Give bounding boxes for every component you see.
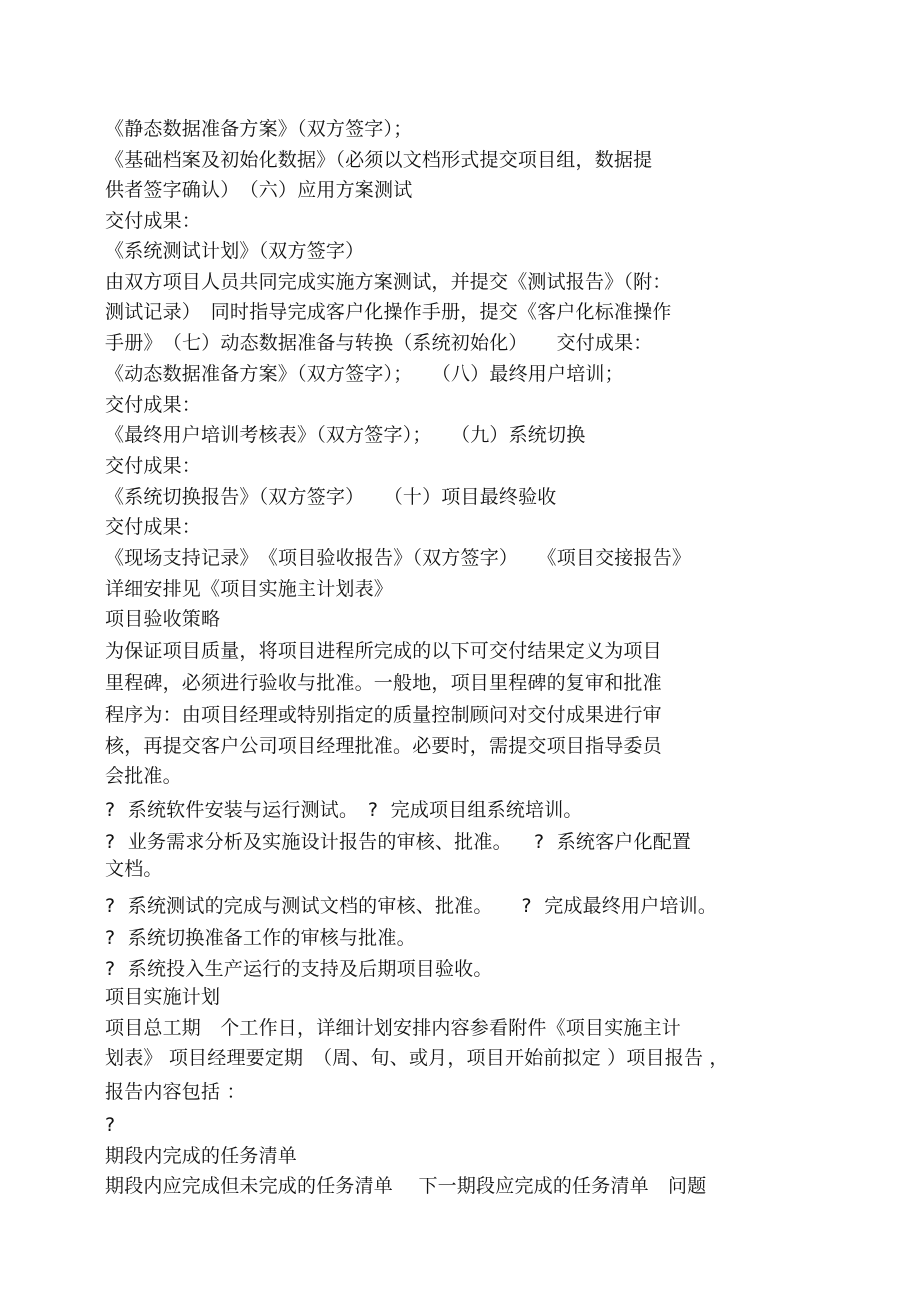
list-item: ? 系统软件安装与运行测试。 ? 完成项目组系统培训。 — [105, 799, 583, 821]
text-line: 《系统测试计划》（双方签字） — [105, 240, 365, 262]
text-line: 详细安排见《项目实施主计划表》 — [105, 578, 394, 600]
text-line: 核，再提交客户公司项目经理批准。必要时，需提交项目指导委员 — [105, 735, 662, 757]
text-line: 手册》 （七）动态数据准备与转换（系统初始化） 交付成果： — [105, 332, 653, 354]
text-line: 为保证项目质量，将项目进程所完成的以下可交付结果定义为项目 — [105, 640, 662, 662]
text-line: ? — [105, 1114, 116, 1136]
text-line: 文档。 — [105, 858, 163, 880]
list-item: ? 系统投入生产运行的支持及后期项目验收。 — [105, 958, 493, 980]
text-line: 供者签字确认） （六）应用方案测试 — [105, 179, 413, 201]
list-item: ? 系统测试的完成与测试文档的审核、批准。 ? 完成最终用户培训。 — [105, 895, 718, 917]
section-heading: 项目验收策略 — [105, 608, 221, 630]
text-line: 交付成果： — [105, 210, 202, 232]
text-line: 报告内容包括 ： — [105, 1081, 246, 1103]
text-line: 《系统切换报告》（双方签字） （十）项目最终验收 — [105, 486, 557, 508]
text-line: 《动态数据准备方案》（双方签字）； （八）最终用户培训； — [105, 363, 624, 385]
text-line: 交付成果： — [105, 455, 202, 477]
text-line: 交付成果： — [105, 394, 202, 416]
section-heading: 项目实施计划 — [105, 986, 221, 1008]
text-line: 《现场支持记录》 《项目验收报告》（双方签字） 《项目交接报告》 — [105, 547, 692, 569]
list-item: ? 业务需求分析及实施设计报告的审核、批准。 ? 系统客户化配置 — [105, 831, 692, 853]
text-line: 交付成果： — [105, 516, 202, 538]
text-line: 项目总工期 个工作日，详细计划安排内容参看附件《项目实施主计 — [105, 1017, 682, 1039]
text-line: 由双方项目人员共同完成实施方案测试，并提交《测试报告》（附： — [105, 271, 672, 293]
text-line: 程序为：由项目经理或特别指定的质量控制顾问对交付成果进行审 — [105, 704, 662, 726]
text-line: 期段内完成的任务清单 — [105, 1145, 298, 1167]
text-line: 《基础档案及初始化数据》（必须以文档形式提交项目组，数据提 — [105, 149, 653, 171]
text-line: 划表》 项目经理要定期 （周、旬、或月，项目开始前拟定 ）项目报告 ， — [105, 1047, 729, 1069]
text-line: 测试记录） 同时指导完成客户化操作手册，提交《客户化标准操作 — [105, 301, 672, 323]
text-line: 期段内应完成但未完成的任务清单 下一期段应完成的任务清单 问题 — [105, 1175, 707, 1197]
text-line: 《静态数据准备方案》（双方签字）； — [105, 118, 413, 140]
text-line: 《最终用户培训考核表》（双方签字）； （九）系统切换 — [105, 424, 586, 446]
list-item: ? 系统切换准备工作的审核与批准。 — [105, 927, 416, 949]
text-line: 里程碑，必须进行验收与批准。一般地，项目里程碑的复审和批准 — [105, 672, 662, 694]
text-line: 会批准。 — [105, 765, 182, 787]
